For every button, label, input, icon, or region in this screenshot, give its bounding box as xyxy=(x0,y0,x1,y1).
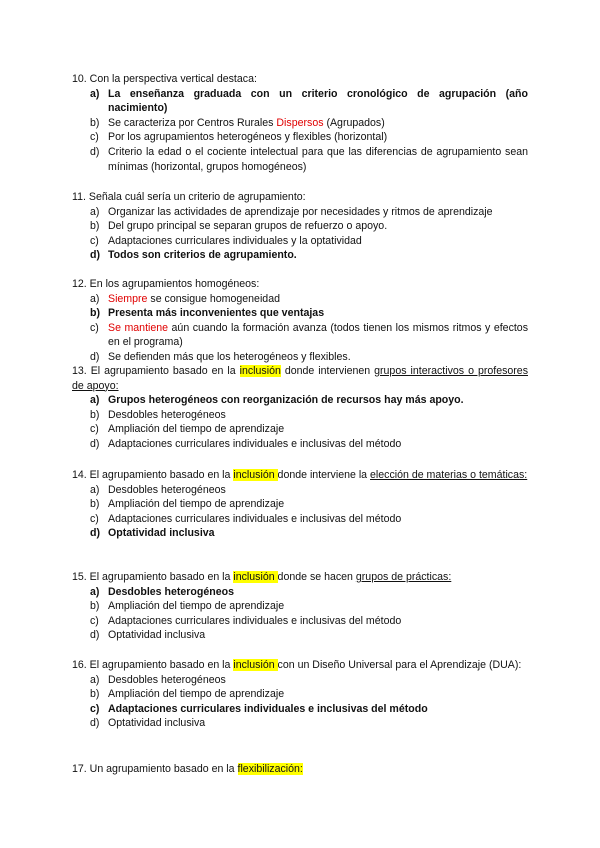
question-12 xyxy=(72,277,528,365)
highlighted-text: inclusión xyxy=(233,659,278,671)
question-16 xyxy=(72,658,528,731)
question-12-option-b: b) Presenta más inconvenientes que ventajas xyxy=(90,307,325,320)
question-15-option-a: a) Desdobles heterogéneos xyxy=(90,585,234,598)
question-12-stem: 12. En los agrupamientos homogéneos: xyxy=(72,278,260,290)
question-17-stem: 17. Un agrupamiento basado en la flexibilización: xyxy=(72,763,303,775)
highlighted-text: inclusión xyxy=(233,571,278,583)
red-text: Se mantiene xyxy=(108,321,169,334)
red-text: Siempre xyxy=(108,292,148,305)
highlighted-text: inclusión xyxy=(233,469,278,481)
question-16-stem: 16. El agrupamiento basado en la inclusión con un Diseño Universal para el Aprendizaje (DUA): xyxy=(72,659,522,671)
question-15-option-c: c) Adaptaciones curriculares individuales e inclusivas del método xyxy=(90,614,402,627)
question-10-option-b: b) Se caracteriza por Centros Rurales Dispersos (Agrupados) xyxy=(90,116,385,129)
underlined-text: grupos de prácticas: xyxy=(355,571,452,583)
question-16-option-d: d) Optatividad inclusiva xyxy=(90,717,206,730)
question-13-stem: 13. El agrupamiento basado en la inclusión donde intervienen grupos interactivos o profesores de apoyo: xyxy=(72,365,528,392)
question-15-option-d: d) Optatividad inclusiva xyxy=(90,629,206,642)
question-13-option-a: a) Grupos heterogéneos con reorganización de recursos hay más apoyo. xyxy=(90,394,464,407)
question-10-option-a: a) La enseñanza graduada con un criterio cronológico de agrupación (año nacimiento) xyxy=(90,87,528,115)
question-10-option-d: d) Criterio la edad o el cociente intelectual para que las diferencias de agrupamiento sean mínimas (horizontal, grupos homogéneos) xyxy=(90,145,528,173)
question-15-option-b: b) Ampliación del tiempo de aprendizaje xyxy=(90,600,285,613)
question-16-option-c: c) Adaptaciones curriculares individuales e inclusivas del método xyxy=(90,702,428,715)
question-13 xyxy=(72,364,528,452)
question-11-option-c: c) Adaptaciones curriculares individuales y la optatividad xyxy=(90,234,362,247)
question-14-option-a: a) Desdobles heterogéneos xyxy=(90,483,226,496)
question-11-option-b: b) Del grupo principal se separan grupos de refuerzo o apoyo. xyxy=(90,220,388,233)
red-text: Dispersos xyxy=(276,116,324,129)
question-15 xyxy=(72,570,528,643)
question-12-option-d: d) Se defienden más que los heterogéneos y flexibles. xyxy=(90,350,351,363)
question-14-option-c: c) Adaptaciones curriculares individuales e inclusivas del método xyxy=(90,512,402,525)
question-11-option-a: a) Organizar las actividades de aprendizaje por necesidades y ritmos de aprendizaje xyxy=(90,205,493,218)
question-10-option-c: c) Por los agrupamientos heterogéneos y flexibles (horizontal) xyxy=(90,131,388,144)
question-11 xyxy=(72,190,528,263)
question-13-option-c: c) Ampliación del tiempo de aprendizaje xyxy=(90,423,285,436)
underlined-text: elección de materias o temáticas: xyxy=(370,469,528,481)
question-12-option-a: a) Siempre se consigue homogeneidad xyxy=(90,292,280,305)
question-14-option-d: d) Optatividad inclusiva xyxy=(90,527,215,540)
question-17 xyxy=(72,762,528,777)
question-13-option-b: b) Desdobles heterogéneos xyxy=(90,408,226,421)
question-15-stem: 15. El agrupamiento basado en la inclusión donde se hacen grupos de prácticas: xyxy=(72,571,452,583)
question-16-option-a: a) Desdobles heterogéneos xyxy=(90,673,226,686)
question-11-option-d: d) Todos son criterios de agrupamiento. xyxy=(90,249,297,262)
question-10 xyxy=(72,72,528,174)
highlighted-text: inclusión xyxy=(239,365,281,377)
question-10-stem: 10. Con la perspectiva vertical destaca: xyxy=(72,73,257,85)
question-13-option-d: d) Adaptaciones curriculares individuales e inclusivas del método xyxy=(90,437,402,450)
underlined-text: grupos interactivos o profesores de apoyo: xyxy=(72,365,528,392)
question-16-option-b: b) Ampliación del tiempo de aprendizaje xyxy=(90,688,285,701)
question-14-option-b: b) Ampliación del tiempo de aprendizaje xyxy=(90,498,285,511)
question-14-stem: 14. El agrupamiento basado en la inclusión donde interviene la elección de materias o temáticas: xyxy=(72,469,528,481)
question-12-option-c: c) Se mantiene aún cuando la formación avanza (todos tienen los mismos ritmos y efectos en el programa) xyxy=(90,321,528,349)
question-11-stem: 11. Señala cuál sería un criterio de agrupamiento: xyxy=(72,191,306,203)
question-14 xyxy=(72,468,528,541)
highlighted-text: flexibilización: xyxy=(237,763,303,775)
